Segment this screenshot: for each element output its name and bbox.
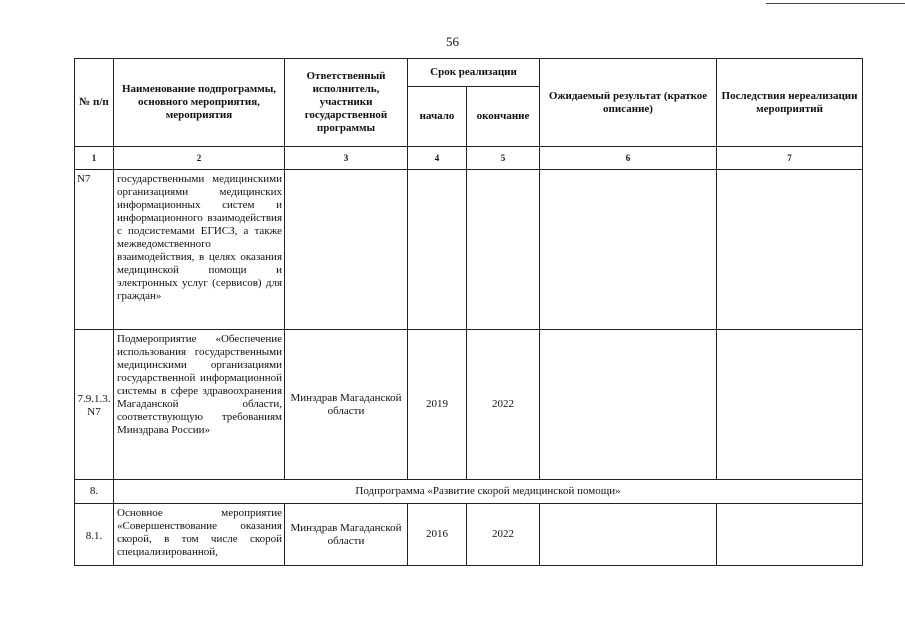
subprogram-row <box>75 480 863 504</box>
column-number-1: 1 <box>75 147 114 170</box>
row-name: Подмероприятие «Обеспечение использования государственными медицинскими организациями государственной информационной системы в сфере здравоохранения Магаданской области, соответствующую требованиям Минздрава России» <box>114 330 285 480</box>
row-start: 2016 <box>408 504 467 566</box>
header-result: Ожидаемый результат (краткое описание) <box>540 59 717 147</box>
row-consequences <box>717 170 863 330</box>
column-number-4: 4 <box>408 147 467 170</box>
row-result <box>540 330 717 480</box>
row-index: N7 <box>75 170 114 330</box>
header-term-group: Срок реализации <box>408 59 540 87</box>
row-responsible: Минздрав Магаданской области <box>285 330 408 480</box>
header-name: Наименование подпрограммы, основного мероприятия, мероприятия <box>114 59 285 147</box>
table-row <box>75 330 863 480</box>
column-number-6: 6 <box>540 147 717 170</box>
header-number: № п/п <box>75 59 114 147</box>
column-number-3: 3 <box>285 147 408 170</box>
row-start <box>408 170 467 330</box>
row-result <box>540 504 717 566</box>
column-number-5: 5 <box>467 147 540 170</box>
top-edge-rule <box>766 3 905 4</box>
program-table <box>74 58 863 566</box>
table-row <box>75 170 863 330</box>
row-name: Основное мероприятие «Совершенствование оказания скорой, в том числе скорой специализированной, <box>114 504 285 566</box>
page-number: 56 <box>446 34 459 49</box>
subprogram-index: 8. <box>75 480 114 504</box>
header-responsible: Ответственный исполнитель, участники государственной программы <box>285 59 408 147</box>
row-end <box>467 170 540 330</box>
row-end: 2022 <box>467 504 540 566</box>
row-result <box>540 170 717 330</box>
row-end: 2022 <box>467 330 540 480</box>
row-consequences <box>717 504 863 566</box>
row-name: государственными медицинскими организациями медицинских информационных систем и информационного взаимодействия с подсистемами ЕГИСЗ, а также межведомственного взаимодействия, в целях оказания медицинской помощи и электронных услуг (сервисов) для граждан» <box>114 170 285 330</box>
column-number-7: 7 <box>717 147 863 170</box>
header-end: окончание <box>467 87 540 147</box>
row-consequences <box>717 330 863 480</box>
table-row <box>75 504 863 566</box>
row-responsible: Минздрав Магаданской области <box>285 504 408 566</box>
subprogram-title: Подпрограмма «Развитие скорой медицинской помощи» <box>114 480 863 504</box>
row-start: 2019 <box>408 330 467 480</box>
header-consequences: Последствия нереализации мероприятий <box>717 59 863 147</box>
column-number-2: 2 <box>114 147 285 170</box>
row-index: 7.9.1.3. N7 <box>75 330 114 480</box>
row-responsible <box>285 170 408 330</box>
header-start: начало <box>408 87 467 147</box>
row-index: 8.1. <box>75 504 114 566</box>
